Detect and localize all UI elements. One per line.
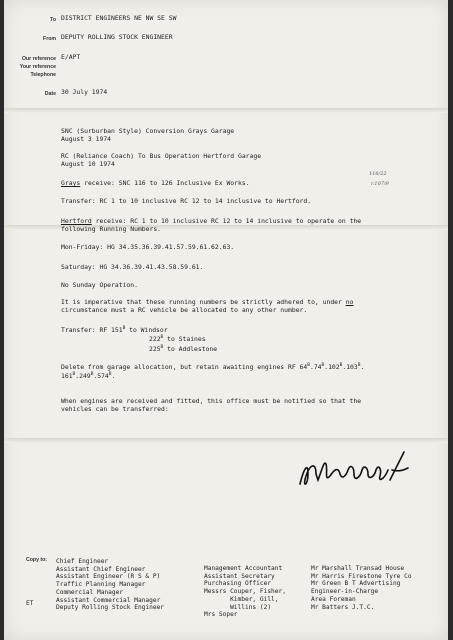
subject-snc-date: August 3 1974 (61, 135, 112, 144)
rf-dest: to Staines (163, 335, 206, 344)
rf-number: .102 (324, 363, 340, 372)
from-value: DEPUTY ROLLING STOCK ENGINEER (61, 33, 173, 41)
copy-recipient: Area Foreman (311, 595, 356, 603)
rf-number: 225 (149, 344, 161, 353)
from-label: From (43, 36, 56, 42)
copy-recipient: Assistant Engineer (R S & P) (56, 573, 161, 581)
saturday-numbers: Saturday: HG 34.36.39.41.43.58.59.61. (61, 263, 204, 271)
copy-recipient: Mr Harris Firestone Tyre Co (311, 572, 412, 580)
copy-recipient: Management Accountant (204, 565, 283, 572)
copy-to-label: Copy to: (26, 557, 48, 563)
rf-number: .574 (93, 372, 109, 381)
engines-paragraph (61, 397, 426, 413)
engines-text-2: vehicles can be transferred: (61, 405, 169, 414)
date-value: 30 July 1974 (61, 88, 108, 96)
hertford-place: Hertford (61, 217, 92, 225)
copy-recipient: Mr Marshall Transad House (311, 565, 405, 572)
copy-recipient: Engineer-in-Charge (311, 588, 379, 596)
rf-number: 222 (149, 335, 161, 344)
grays-place: Grays (61, 179, 81, 187)
to-value: DISTRICT ENGINEERS NE NW SE SW (61, 14, 177, 22)
rf-dest: to Addlestone (163, 344, 218, 353)
sup-b: B (339, 363, 343, 368)
copy-recipient: Willins (2) (204, 603, 272, 611)
rf-number: 161 (61, 372, 73, 381)
our-reference-label: Our reference (21, 56, 56, 62)
copy-recipient: Assistant Secretary (204, 572, 275, 580)
rf-transfer (61, 325, 426, 353)
engines-text: When engines are received and fitted, this office must be notified so that the (61, 397, 362, 405)
copy-recipient: Deputy Rolling Stock Engineer (56, 604, 165, 612)
copy-recipient: Mr Batters J.T.C. (311, 603, 375, 611)
et-initials: ET (26, 600, 34, 607)
telephone-label: Telephone (30, 72, 56, 78)
sup-b: B (160, 335, 164, 341)
copy-list-col2 (204, 565, 286, 619)
handwritten-note: r.107/9 (371, 181, 389, 187)
sup-b: B (160, 344, 164, 350)
rf-dest: to Windsor (125, 326, 168, 335)
subject-rc-title: RC (Reliance Coach) To Bus Operation Hertford Garage (61, 152, 262, 160)
hertford-text: receive: RC 1 to 10 inclusive RC 12 to 14 inclusive to operate on the (91, 217, 362, 225)
copy-recipient: Kimber, Gill, (204, 595, 279, 603)
paper-fold (4, 108, 448, 113)
copy-recipient: Chief Engineer (56, 558, 109, 565)
handwritten-note: 116/22 (369, 171, 387, 177)
transfer-rc: Transfer: RC 1 to 10 inclusive RC 12 to 14 inclusive to Hertford. (61, 197, 312, 205)
imperative-text-2: circumstance must a RC vehicle be allocated to any other number. (61, 306, 308, 315)
date-label: Date (44, 91, 56, 97)
sup-b: B (357, 363, 361, 368)
copy-recipient: Mrs Soper (204, 611, 238, 619)
rf-number: . (360, 363, 365, 372)
copy-recipient: Assistant Commercial Manager (56, 596, 161, 604)
imperative-no: no (345, 298, 354, 306)
rf-transfer-label: Transfer: RF 151 (61, 326, 123, 335)
to-label: To (50, 17, 56, 23)
rf-number: . (111, 372, 116, 381)
sup-b: B (321, 363, 325, 368)
sup-b: B (108, 372, 112, 378)
imperative-text: It is imperative that these running numbers be strictly adhered to, under (61, 298, 346, 306)
hertford-paragraph (61, 217, 426, 233)
rf-number: .249 (75, 372, 91, 381)
subject-snc (61, 127, 426, 143)
copy-recipient: Mr Green B T Advertising (311, 580, 401, 588)
imperative-paragraph (61, 298, 426, 314)
memo-page (4, 0, 448, 640)
your-reference-label: Your reference (19, 64, 56, 70)
sup-b: B (90, 372, 94, 378)
our-reference-value: E/APT (61, 53, 81, 61)
copy-recipient: Purchasing Officer (204, 580, 272, 588)
copy-list-col1 (56, 558, 164, 612)
grays-text: receive: SNC 116 to 126 Inclusive Ex Works. (80, 179, 250, 187)
delete-text: Delete from garage allocation, but retain awaiting engines RF 64 (61, 363, 308, 372)
monfri-numbers: Mon-Friday: HG 34.35.36.39.41.57.59.61.62.63. (61, 243, 235, 251)
copy-recipient: Traffic Planning Manager (56, 581, 146, 589)
signature (294, 440, 419, 500)
subject-rc (61, 152, 426, 168)
delete-paragraph (61, 362, 426, 381)
sup-b: B (307, 363, 310, 368)
sunday-note: No Sunday Operation. (61, 281, 138, 289)
sup-b: B (122, 326, 126, 331)
hertford-text-2: following Running Numbers. (61, 225, 162, 234)
copy-recipient: Assistant Chief Engineer (56, 565, 146, 573)
rf-number: .74 (309, 363, 322, 372)
rf-number: .103 (342, 363, 358, 372)
subject-rc-date: August 10 1974 (61, 160, 115, 169)
copy-recipient: Commercial Manager (56, 588, 124, 596)
copy-list-col3 (311, 565, 412, 611)
sup-b: B (72, 372, 76, 378)
subject-snc-title: SNC (Surburban Style) Conversion Grays Garage (61, 127, 235, 135)
copy-recipient: Messrs Couper, Fisher, (204, 588, 286, 596)
